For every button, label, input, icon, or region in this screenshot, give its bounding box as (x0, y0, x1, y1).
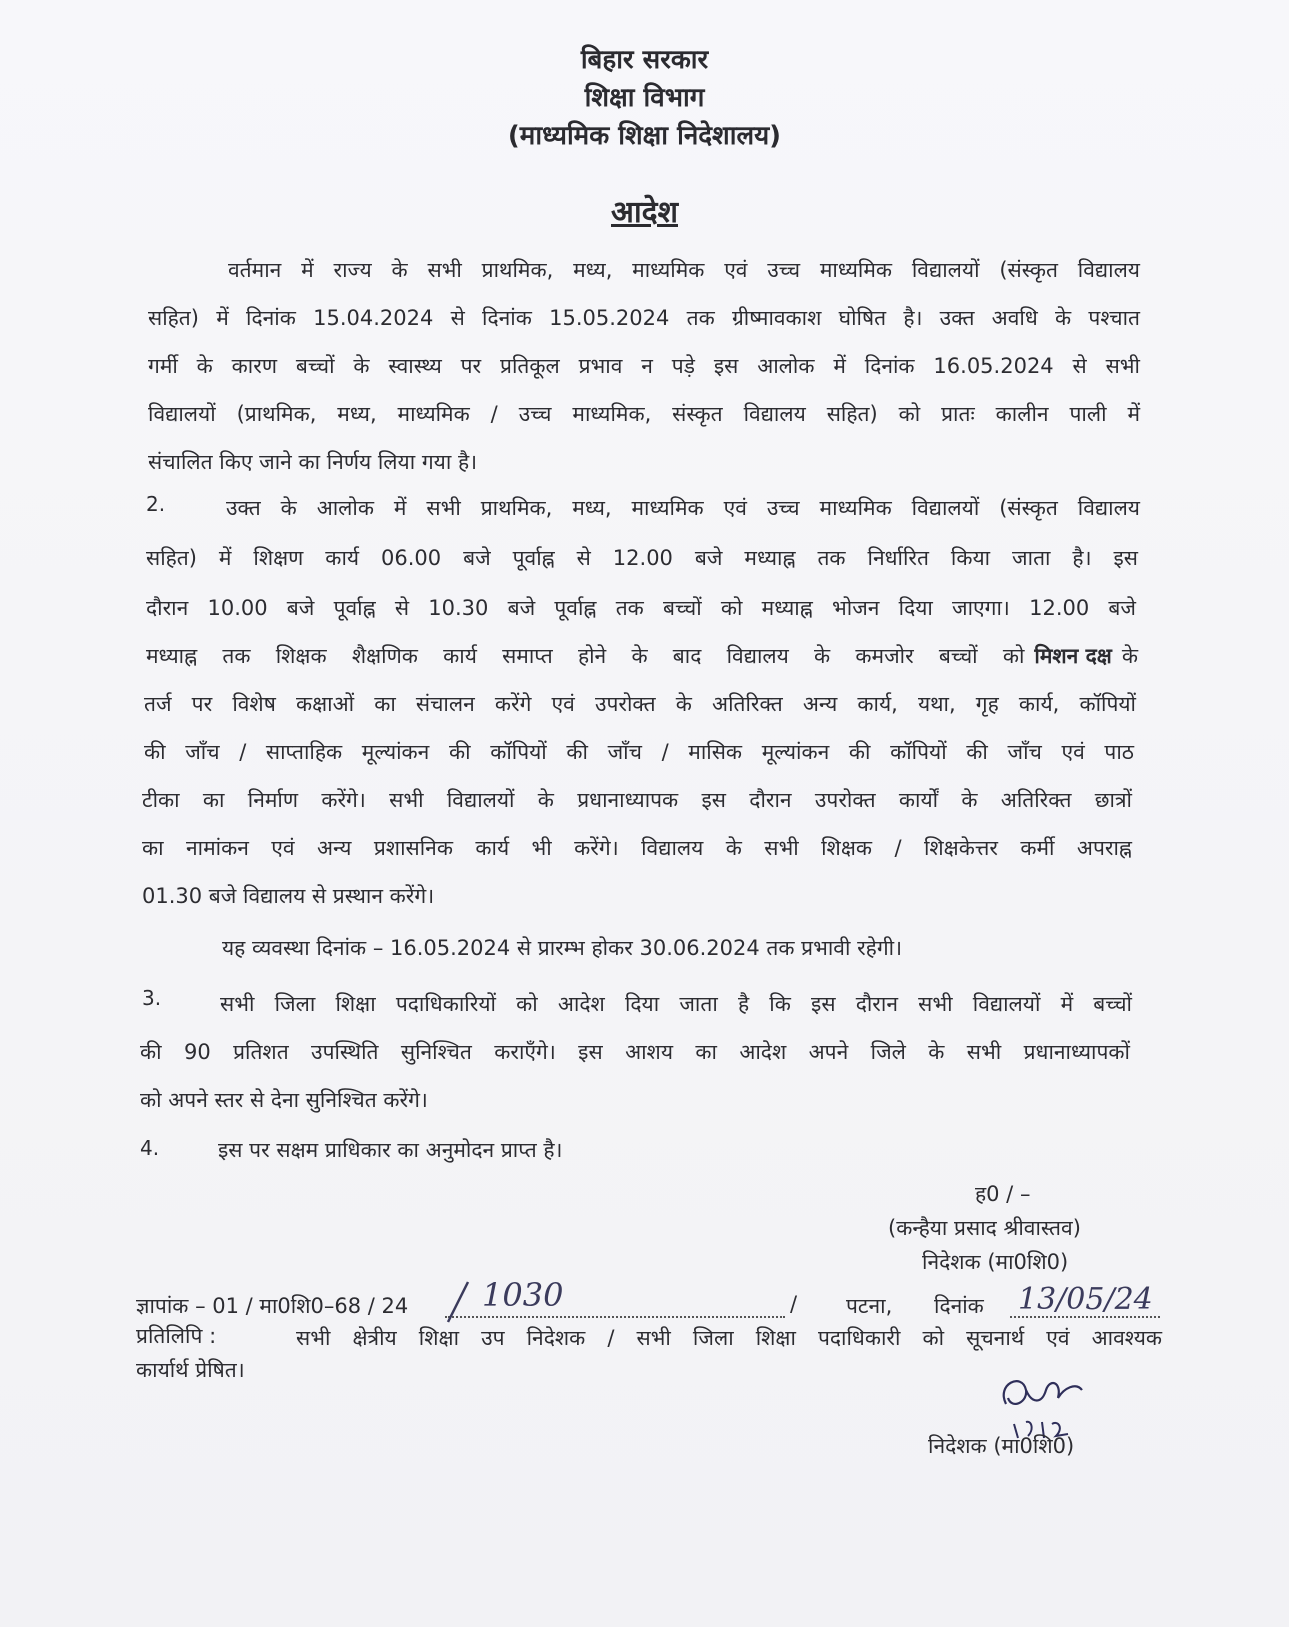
para1-line2: सहित) में दिनांक 15.04.2024 से दिनांक 15.05.2024 तक ग्रीष्मावकाश घोषित है। उक्त अवधि के पश्चात (148, 306, 1140, 330)
para2-line4-text: मध्याह्न तक शिक्षक शैक्षणिक कार्य समाप्त होने के बाद विद्यालय के कमजोर बच्चों को (146, 644, 1025, 668)
para2-number: 2. (146, 492, 166, 516)
para2-line2: सहित) में शिक्षण कार्य 06.00 बजे पूर्वाह्न से 12.00 बजे मध्याह्न तक निर्धारित किया जाता है। इस (146, 546, 1138, 570)
copy-line2: कार्यार्थ प्रेषित। (136, 1358, 245, 1382)
para2-line3: दौरान 10.00 बजे पूर्वाह्न से 10.30 बजे पूर्वाह्न तक बच्चों को मध्याह्न भोजन दिया जाएगा। 12.00 बजे (146, 596, 1136, 620)
para2-line7: टीका का निर्माण करेंगे। सभी विद्यालयों के प्रधानाध्यापक इस दौरान उपरोक्त कार्यों के अतिरिक्त छात्रों (142, 788, 1132, 812)
para3-line2: की 90 प्रतिशत उपस्थिति सुनिश्चित कराएँगे। इस आशय का आदेश अपने जिले के सभी प्रधानाध्यापकों (140, 1040, 1130, 1064)
memo-dotted-line (445, 1316, 785, 1318)
para1-line5: संचालित किए जाने का निर्णय लिया गया है। (148, 450, 478, 474)
order-title: आदेश (611, 195, 678, 230)
para2-line4-end: के (1121, 644, 1138, 668)
para3-line3: को अपने स्तर से देना सुनिश्चित करेंगे। (140, 1088, 428, 1112)
para3-number: 3. (142, 986, 162, 1010)
memo-number-handwritten: 1030 (482, 1276, 564, 1314)
memo-date-label: दिनांक (934, 1294, 984, 1318)
header-govt: बिहार सरकार (580, 45, 709, 75)
memo-slash: / (790, 1292, 798, 1316)
para4-line1: इस पर सक्षम प्राधिकार का अनुमोदन प्राप्त है। (218, 1138, 563, 1162)
para1-line3: गर्मी के कारण बच्चों के स्वास्थ्य पर प्रतिकूल प्रभाव न पड़े इस आलोक में दिनांक 16.05.2024 से सभी (148, 354, 1140, 378)
slash-mark (440, 1278, 480, 1328)
memo-place: पटना, (846, 1294, 893, 1318)
copy-label: प्रतिलिपि : (136, 1324, 217, 1348)
para3-line1: सभी जिला शिक्षा पदाधिकारियों को आदेश दिया जाता है कि इस दौरान सभी विद्यालयों में बच्चों (220, 992, 1132, 1016)
para1-line1: वर्तमान में राज्य के सभी प्राथमिक, मध्य, माध्यमिक एवं उच्च माध्यमिक विद्यालयों (संस्कृत विद्यालय (228, 258, 1140, 282)
para2-line9: 01.30 बजे विद्यालय से प्रस्थान करेंगे। (142, 884, 435, 908)
para1-line4: विद्यालयों (प्राथमिक, मध्य, माध्यमिक / उच्च माध्यमिक, संस्कृत विद्यालय सहित) को प्रातः कालीन पाली में (148, 402, 1140, 426)
memo-date-handwritten: 13/05/24 (1018, 1282, 1153, 1317)
para2-line5: तर्ज पर विशेष कक्षाओं का संचालन करेंगे एवं उपरोक्त के अतिरिक्त अन्य कार्य, यथा, गृह कार्य, कॉपियों (144, 692, 1136, 716)
para4-number: 4. (140, 1136, 160, 1160)
para2-line4 (146, 642, 1138, 670)
para2-line8: का नामांकन एवं अन्य प्रशासनिक कार्य भी करेंगे। विद्यालय के सभी शिक्षक / शिक्षकेत्तर कर्मी अपराह्न (142, 836, 1132, 860)
memo-number-prefix: ज्ञापांक – 01 / मा0शि0–68 / 24 (136, 1294, 409, 1318)
memo-designation: निदेशक (मा0शि0) (928, 1434, 1075, 1458)
header-directorate: (माध्यमिक शिक्षा निदेशालय) (507, 121, 782, 151)
signed-mark: ह0 / – (975, 1182, 1031, 1206)
signatory-designation: निदेशक (मा0शि0) (922, 1250, 1069, 1274)
para2-line6: की जाँच / साप्ताहिक मूल्यांकन की कॉपियों की जाँच / मासिक मूल्यांकन की कॉपियों की जाँच एवं पाठ (144, 740, 1134, 764)
signatory-name: (कन्हैया प्रसाद श्रीवास्तव) (888, 1216, 1081, 1240)
copy-line1: सभी क्षेत्रीय शिक्षा उप निदेशक / सभी जिला शिक्षा पदाधिकारी को सूचनार्थ एवं आवश्यक (296, 1326, 1162, 1350)
para2-line10: यह व्यवस्था दिनांक – 16.05.2024 से प्रारम्भ होकर 30.06.2024 तक प्रभावी रहेगी। (222, 936, 903, 960)
para2-line1: उक्त के आलोक में सभी प्राथमिक, मध्य, माध्यमिक एवं उच्च माध्यमिक विद्यालयों (संस्कृत विद्यालय (226, 496, 1140, 520)
header-department: शिक्षा विभाग (584, 83, 705, 113)
mission-daksh: मिशन दक्ष (1034, 644, 1112, 668)
